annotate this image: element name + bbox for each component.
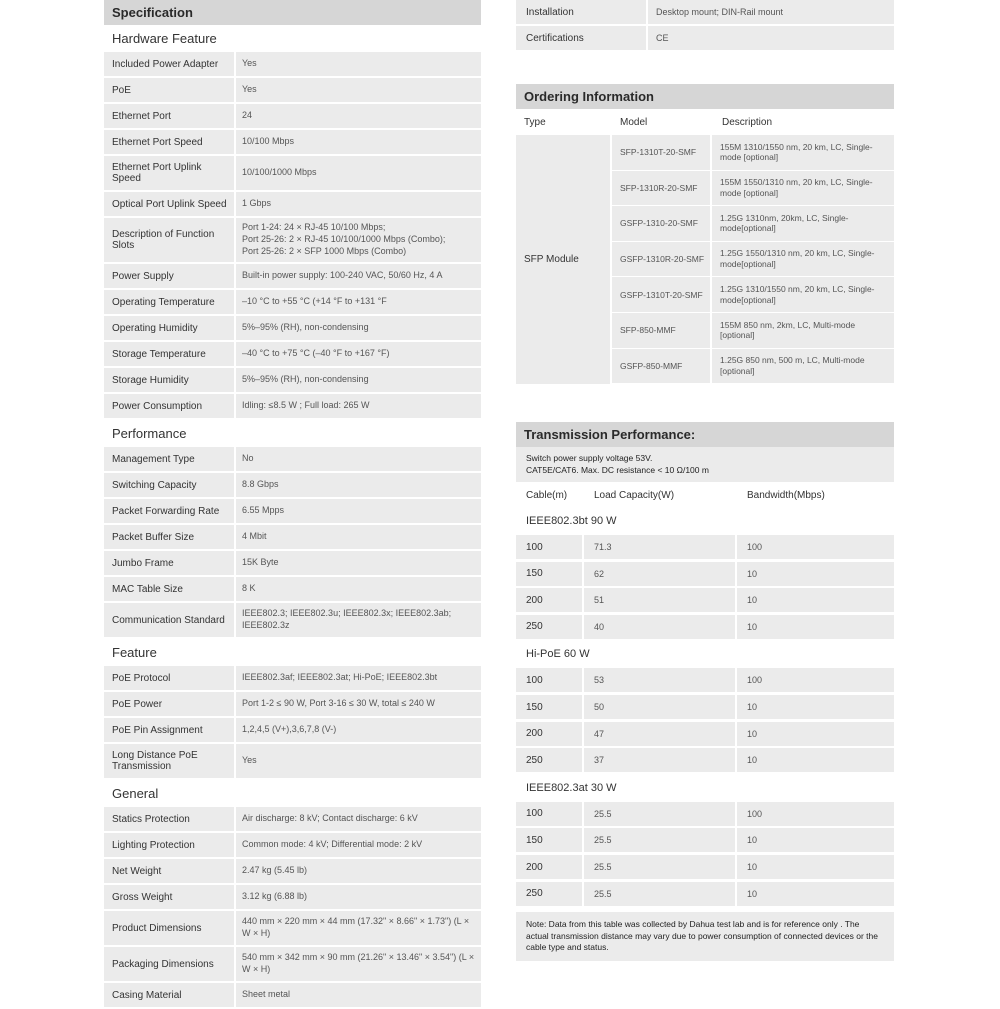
spec-key: PoE Pin Assignment xyxy=(104,718,236,742)
ordering-information xyxy=(516,84,894,384)
ordering-row xyxy=(612,206,894,242)
transmission-row xyxy=(516,668,894,692)
transmission-row xyxy=(516,828,894,852)
ordering-row xyxy=(612,277,894,313)
spec-value: 24 xyxy=(242,110,253,121)
spec-value: 440 mm × 220 mm × 44 mm (17.32" × 8.66" × 1.73") (L × W × H) xyxy=(242,916,470,938)
spec-row xyxy=(104,447,481,471)
spec-value: 1 Gbps xyxy=(242,198,272,209)
cable-length: 200 xyxy=(516,855,584,879)
cable-length: 250 xyxy=(516,882,584,906)
spec-value: 2.47 kg (5.45 lb) xyxy=(242,865,308,876)
spec-row xyxy=(104,104,481,128)
load-capacity: 25.5 xyxy=(584,855,737,879)
spec-value: 10/100/1000 Mbps xyxy=(242,167,317,178)
spec-key: Long Distance PoE Transmission xyxy=(104,744,236,778)
spec-row xyxy=(104,218,481,262)
install-row xyxy=(516,0,894,24)
install-key: Certifications xyxy=(516,26,648,50)
spec-row xyxy=(104,130,481,154)
spec-row xyxy=(104,290,481,314)
ordering-model: GSFP-1310R-20-SMF xyxy=(612,242,712,277)
spec-key: Packet Buffer Size xyxy=(104,525,236,549)
cable-length: 250 xyxy=(516,748,584,772)
transmission-column-headers xyxy=(516,482,894,508)
spec-key: Storage Humidity xyxy=(104,368,236,392)
spec-key: Product Dimensions xyxy=(104,911,236,945)
spec-row xyxy=(104,525,481,549)
spec-key: Power Consumption xyxy=(104,394,236,418)
spec-value: IEEE802.3af; IEEE802.3at; Hi-PoE; IEEE802.3bt xyxy=(242,672,438,683)
spec-section-title: Performance xyxy=(112,426,187,441)
installation-table xyxy=(516,0,894,50)
spec-value: 5%–95% (RH), non-condensing xyxy=(242,374,369,385)
spec-row xyxy=(104,368,481,392)
cable-length: 200 xyxy=(516,722,584,746)
ordering-description-header: Description xyxy=(722,116,773,128)
ordering-model: GSFP-1310-20-SMF xyxy=(612,206,712,241)
spec-key: PoE xyxy=(104,78,236,102)
spec-section-title: Feature xyxy=(112,645,157,660)
ordering-model-header: Model xyxy=(620,116,648,128)
transmission-group-title: IEEE802.3bt 90 W xyxy=(526,515,617,528)
load-capacity: 25.5 xyxy=(584,828,737,852)
ordering-model: SFP-1310T-20-SMF xyxy=(612,135,712,170)
spec-value: Idling: ≤8.5 W ; Full load: 265 W xyxy=(242,400,370,411)
spec-row xyxy=(104,744,481,778)
cable-length: 150 xyxy=(516,695,584,719)
ordering-description: 155M 1550/1310 nm, 20 km, LC, Single-mode [optional] xyxy=(720,177,873,198)
spec-value: –40 °C to +75 °C (–40 °F to +167 °F) xyxy=(242,348,390,359)
spec-row xyxy=(104,577,481,601)
cable-length: 100 xyxy=(516,668,584,692)
transmission-group-title: Hi-PoE 60 W xyxy=(526,648,590,661)
spec-row xyxy=(104,342,481,366)
bandwidth: 10 xyxy=(747,702,758,713)
spec-value: Common mode: 4 kV; Differential mode: 2 kV xyxy=(242,839,423,850)
transmission-footnote: Note: Data from this table was collected by Dahua test lab and is for reference only . The actual transmission distance may vary due to power consumption of connected devices or the cable type and status. xyxy=(516,912,894,962)
transmission-row xyxy=(516,722,894,746)
spec-row xyxy=(104,264,481,288)
bandwidth: 100 xyxy=(747,808,763,819)
spec-row xyxy=(104,52,481,76)
transmission-note-line2: CAT5E/CAT6. Max. DC resistance < 10 Ω/100 m xyxy=(526,464,709,475)
load-capacity: 53 xyxy=(584,668,737,692)
spec-key: Packaging Dimensions xyxy=(104,947,236,981)
ordering-description: 155M 850 nm, 2km, LC, Multi-mode [optional] xyxy=(720,319,856,341)
specification-header: Specification xyxy=(104,0,481,25)
transmission-row xyxy=(516,802,894,826)
transmission-row xyxy=(516,855,894,879)
cable-header: Cable(m) xyxy=(526,489,568,501)
ordering-model: SFP-850-MMF xyxy=(612,313,712,348)
spec-key: Ethernet Port xyxy=(104,104,236,128)
bandwidth: 10 xyxy=(747,568,758,579)
ordering-model: SFP-1310R-20-SMF xyxy=(612,171,712,206)
spec-row xyxy=(104,807,481,831)
spec-key: Management Type xyxy=(104,447,236,471)
ordering-model-list xyxy=(612,135,894,384)
spec-row xyxy=(104,692,481,716)
transmission-note-line1: Switch power supply voltage 53V. xyxy=(526,453,653,464)
install-key: Installation xyxy=(516,0,648,24)
spec-key: Optical Port Uplink Speed xyxy=(104,192,236,216)
right-column xyxy=(516,0,894,961)
spec-value: 6.55 Mpps xyxy=(242,505,285,516)
ordering-row xyxy=(612,135,894,171)
load-capacity: 37 xyxy=(584,748,737,772)
spec-row xyxy=(104,78,481,102)
spec-key: Lighting Protection xyxy=(104,833,236,857)
ordering-description: 1.25G 1310/1550 nm, 20 km, LC, Single-mode[optional] xyxy=(720,284,875,305)
bandwidth: 10 xyxy=(747,755,758,766)
spec-row xyxy=(104,718,481,742)
spec-key: Ethernet Port Uplink Speed xyxy=(104,156,236,190)
spec-value: Built-in power supply: 100-240 VAC, 50/60 Hz, 4 A xyxy=(242,270,443,281)
spec-value: 540 mm × 342 mm × 90 mm (21.26" × 13.46" × 3.54") (L × W × H) xyxy=(242,952,475,974)
ordering-row xyxy=(612,349,894,385)
bandwidth-header: Bandwidth(Mbps) xyxy=(747,489,825,501)
cable-length: 200 xyxy=(516,588,584,612)
install-value: Desktop mount; DIN-Rail mount xyxy=(656,7,784,17)
install-value: CE xyxy=(656,33,669,43)
bandwidth: 10 xyxy=(747,728,758,739)
spec-value: Sheet metal xyxy=(242,989,291,1000)
spec-value: Port 1-2 ≤ 90 W, Port 3-16 ≤ 30 W, total ≤ 240 W xyxy=(242,698,435,709)
cable-length: 100 xyxy=(516,535,584,559)
spec-value: 3.12 kg (6.88 lb) xyxy=(242,891,308,902)
bandwidth: 10 xyxy=(747,888,758,899)
spec-value: 15K Byte xyxy=(242,557,279,568)
bandwidth: 10 xyxy=(747,862,758,873)
spec-row xyxy=(104,983,481,1007)
load-capacity-header: Load Capacity(W) xyxy=(594,489,675,501)
ordering-row xyxy=(612,313,894,349)
spec-key: Net Weight xyxy=(104,859,236,883)
bandwidth: 10 xyxy=(747,621,758,632)
spec-row xyxy=(104,394,481,418)
ordering-column-headers xyxy=(516,109,894,135)
ordering-header: Ordering Information xyxy=(516,84,894,109)
transmission-row xyxy=(516,588,894,612)
ordering-type-cell: SFP Module xyxy=(516,135,612,384)
spec-value: 4 Mbit xyxy=(242,531,267,542)
spec-row xyxy=(104,859,481,883)
transmission-note xyxy=(516,447,894,482)
load-capacity: 51 xyxy=(584,588,737,612)
spec-key: PoE Protocol xyxy=(104,666,236,690)
transmission-row xyxy=(516,615,894,639)
spec-value: 1,2,4,5 (V+),3,6,7,8 (V-) xyxy=(242,724,337,735)
spec-key: Operating Humidity xyxy=(104,316,236,340)
spec-value: 8.8 Gbps xyxy=(242,479,279,490)
spec-value: IEEE802.3; IEEE802.3u; IEEE802.3x; IEEE802.3ab; IEEE802.3z xyxy=(242,608,452,630)
ordering-model: GSFP-850-MMF xyxy=(612,349,712,384)
spec-key: Operating Temperature xyxy=(104,290,236,314)
spec-value: Air discharge: 8 kV; Contact discharge: 6 kV xyxy=(242,813,418,824)
ordering-description: 1.25G 1550/1310 nm, 20 km, LC, Single-mode[optional] xyxy=(720,248,875,270)
cable-length: 100 xyxy=(516,802,584,826)
ordering-model: GSFP-1310T-20-SMF xyxy=(612,277,712,312)
spec-key: Included Power Adapter xyxy=(104,52,236,76)
spec-key: MAC Table Size xyxy=(104,577,236,601)
spec-row xyxy=(104,911,481,945)
specification-column xyxy=(104,0,481,1009)
transmission-group-title: IEEE802.3at 30 W xyxy=(526,781,617,794)
spec-section-title: Hardware Feature xyxy=(112,31,217,46)
specification-body xyxy=(104,25,481,1007)
ordering-type-header: Type xyxy=(524,116,546,128)
spec-key: Communication Standard xyxy=(104,603,236,637)
bandwidth: 100 xyxy=(747,542,763,553)
load-capacity: 40 xyxy=(584,615,737,639)
bandwidth: 10 xyxy=(747,835,758,846)
spec-row xyxy=(104,603,481,637)
spec-value: No xyxy=(242,453,254,464)
spec-value: Yes xyxy=(242,755,257,766)
spec-key: Statics Protection xyxy=(104,807,236,831)
ordering-description: 1.25G 1310nm, 20km, LC, Single-mode[optional] xyxy=(720,212,849,234)
load-capacity: 25.5 xyxy=(584,802,737,826)
transmission-performance xyxy=(516,422,894,961)
spec-section-title: General xyxy=(112,786,159,801)
spec-key: Ethernet Port Speed xyxy=(104,130,236,154)
spec-key: Packet Forwarding Rate xyxy=(104,499,236,523)
spec-row xyxy=(104,551,481,575)
spec-value: 10/100 Mbps xyxy=(242,136,295,147)
bandwidth: 100 xyxy=(747,675,763,686)
transmission-row xyxy=(516,695,894,719)
spec-key: Description of Function Slots xyxy=(104,218,236,262)
load-capacity: 47 xyxy=(584,722,737,746)
transmission-header: Transmission Performance: xyxy=(516,422,894,447)
spec-key: Casing Material xyxy=(104,983,236,1007)
spec-row xyxy=(104,947,481,981)
spec-value: Port 1-24: 24 × RJ-45 10/100 Mbps; Port 25-26: 2 × RJ-45 10/100/1000 Mbps (Combo); Port 25-26: 2 × SFP 1000 Mbps (Combo) xyxy=(242,222,446,256)
ordering-table-body xyxy=(516,135,894,384)
transmission-row xyxy=(516,535,894,559)
spec-key: Storage Temperature xyxy=(104,342,236,366)
spec-row xyxy=(104,666,481,690)
spec-key: Jumbo Frame xyxy=(104,551,236,575)
spec-value: –10 °C to +55 °C (+14 °F to +131 °F xyxy=(242,296,387,307)
spec-row xyxy=(104,192,481,216)
spec-key: PoE Power xyxy=(104,692,236,716)
spec-value: 8 K xyxy=(242,583,256,594)
load-capacity: 25.5 xyxy=(584,882,737,906)
ordering-description: 1.25G 850 nm, 500 m, LC, Multi-mode [optional] xyxy=(720,355,865,376)
transmission-row xyxy=(516,748,894,772)
spec-value: 5%–95% (RH), non-condensing xyxy=(242,322,369,333)
transmission-groups xyxy=(516,508,894,906)
cable-length: 250 xyxy=(516,615,584,639)
spec-value: Yes xyxy=(242,58,257,69)
transmission-row xyxy=(516,562,894,586)
spec-row xyxy=(104,885,481,909)
spec-key: Switching Capacity xyxy=(104,473,236,497)
cable-length: 150 xyxy=(516,562,584,586)
cable-length: 150 xyxy=(516,828,584,852)
spec-row xyxy=(104,316,481,340)
spec-row xyxy=(104,833,481,857)
spec-value: Yes xyxy=(242,84,257,95)
ordering-description: 155M 1310/1550 nm, 20 km, LC, Single-mode [optional] xyxy=(720,141,873,163)
ordering-row xyxy=(612,242,894,278)
spec-row xyxy=(104,473,481,497)
spec-row xyxy=(104,156,481,190)
load-capacity: 71.3 xyxy=(584,535,737,559)
spec-row xyxy=(104,499,481,523)
spec-key: Gross Weight xyxy=(104,885,236,909)
load-capacity: 62 xyxy=(584,562,737,586)
spec-key: Power Supply xyxy=(104,264,236,288)
bandwidth: 10 xyxy=(747,595,758,606)
install-row xyxy=(516,26,894,50)
transmission-row xyxy=(516,882,894,906)
load-capacity: 50 xyxy=(584,695,737,719)
ordering-row xyxy=(612,171,894,207)
